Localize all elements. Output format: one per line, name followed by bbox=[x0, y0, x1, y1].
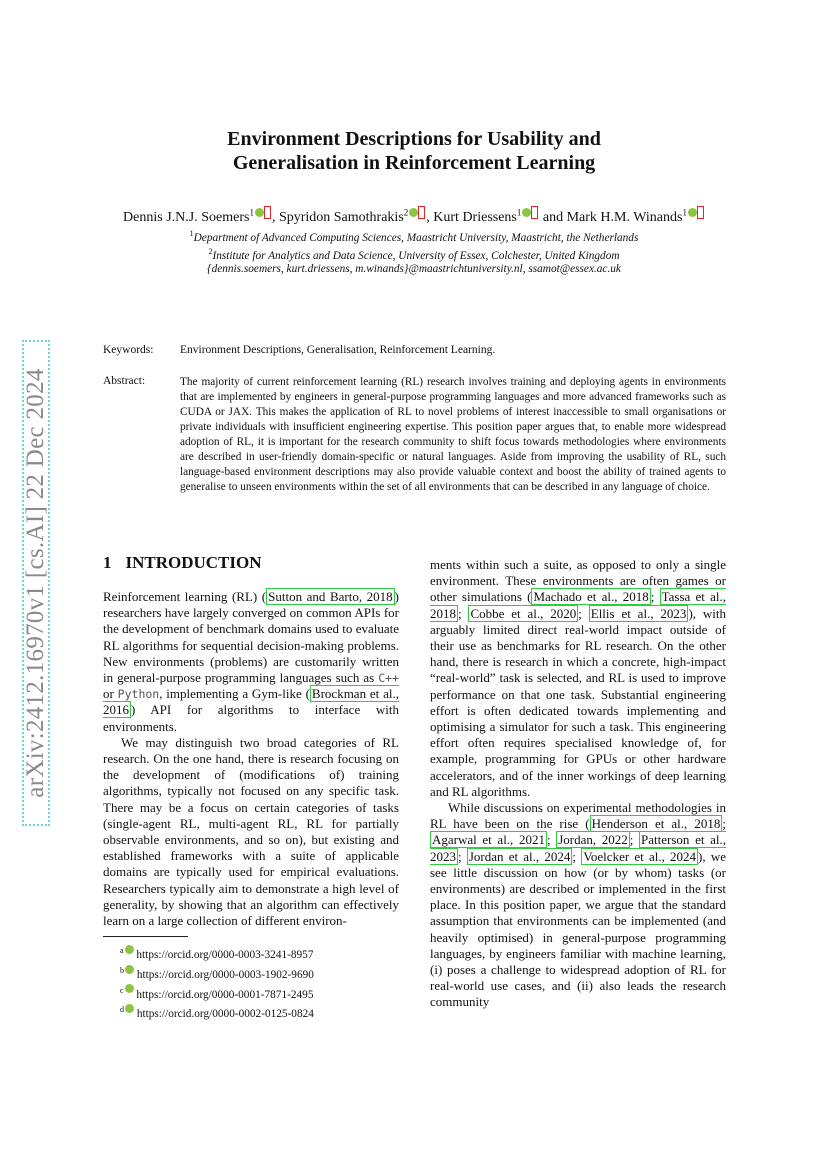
author-affiliation-mark: 2 bbox=[403, 207, 409, 218]
paper-title-line-1: Environment Descriptions for Usability and bbox=[227, 128, 601, 150]
footnote-mark: b bbox=[120, 965, 124, 975]
footnote-link-icon[interactable] bbox=[418, 206, 425, 219]
citation-link[interactable]: Tassa et al., 2018 bbox=[430, 589, 726, 621]
text-run: While discussions on experimental methodologies in RL have been on the rise ( bbox=[430, 800, 726, 832]
citation-link[interactable]: Cobbe et al., 2020 bbox=[470, 605, 577, 621]
text-run: ; bbox=[458, 848, 467, 864]
affiliation-number: 2 bbox=[208, 247, 213, 256]
author-affiliation-mark: 1 bbox=[516, 207, 522, 218]
paragraph: We may distinguish two broad categories of RL research. On the one hand, there is research focusing on the development of (modifications of) training algorithms, typically not focused on any specific task. There may be a focus on certain categories of tasks (single-agent RL, multi-agent RL, RL for partially observable environments, and so on), but existing and established frameworks with a suite of applicable domains are typically used for empirical evaluations. Researchers typically aim to demonstrate a high level of generality, by showing that an algorithm can effectively learn on a large collection of different environ- bbox=[103, 734, 399, 929]
author-name: Kurt Driessens bbox=[433, 210, 517, 225]
author-name: Spyridon Samothrakis bbox=[278, 210, 404, 225]
orcid-icon bbox=[125, 945, 134, 954]
footnote-link-icon[interactable] bbox=[264, 206, 271, 219]
citation-link[interactable]: Brockman et al., 2016 bbox=[103, 686, 399, 718]
orcid-icon bbox=[125, 965, 134, 974]
footnote-mark: a bbox=[120, 946, 124, 955]
footnote-rule bbox=[103, 936, 188, 937]
paragraph bbox=[430, 800, 726, 1011]
abstract-label: Abstract: bbox=[103, 375, 146, 387]
orcid-icon[interactable] bbox=[255, 208, 264, 217]
footnote bbox=[120, 983, 314, 1003]
footnote bbox=[120, 943, 314, 963]
footnote-mark: c bbox=[120, 985, 124, 995]
text-run: ) researchers have largely converged on common APIs for the development of benchmark domains used to evaluate RL algorithms for sequential decision-making problems. New environments (problems) are customarily written in general-purpose programming languages such as bbox=[103, 589, 400, 686]
affiliation-text: Institute for Analytics and Data Science, University of Essex, Colchester, United Kingdom bbox=[212, 249, 620, 262]
affiliation-1 bbox=[0, 229, 828, 244]
author-separator: , bbox=[426, 210, 434, 225]
paper-title bbox=[0, 127, 828, 175]
text-run: or bbox=[103, 686, 118, 702]
author-affiliation-mark: 1 bbox=[249, 207, 254, 218]
citation-link[interactable]: Jordan et al., 2024 bbox=[468, 848, 571, 864]
citation-link[interactable]: Machado et al., 2018 bbox=[533, 589, 649, 605]
text-run: ; bbox=[629, 832, 640, 848]
section-title: INTRODUCTION bbox=[125, 553, 262, 572]
orcid-icon[interactable] bbox=[522, 208, 531, 217]
paragraph bbox=[103, 589, 399, 735]
text-run: ; bbox=[578, 605, 589, 621]
text-run: ments within such a suite, as opposed to only a single environment. These environments are often games or other simulations ( bbox=[430, 557, 726, 605]
footnote-url[interactable]: https://orcid.org/0000-0003-1902-9690 bbox=[136, 968, 314, 981]
arxiv-stamp-text: arXiv:2412.16970v1 [cs.AI] 22 Dec 2024 bbox=[22, 368, 49, 798]
code-term: Python bbox=[117, 687, 160, 702]
text-run: , implementing a Gym-like ( bbox=[159, 686, 310, 702]
arxiv-stamp[interactable] bbox=[22, 340, 50, 826]
author-separator: , bbox=[271, 210, 279, 225]
orcid-icon[interactable] bbox=[409, 208, 418, 217]
author-separator: and bbox=[539, 210, 567, 225]
footnote bbox=[120, 963, 314, 983]
code-term: C++ bbox=[378, 671, 399, 686]
footnotes bbox=[120, 943, 314, 1022]
author-affiliation-mark: 1 bbox=[682, 207, 687, 218]
body-column-left bbox=[103, 589, 399, 929]
abstract-text: The majority of current reinforcement learning (RL) research involves training and deploying agents in environments that are implemented by engineers in general-purpose programming languages and more advanced frameworks such as CUDA or JAX. This makes the application of RL to novel problems of interest inaccessible to small organisations or private individuals with insufficient engineering expertise. This position paper argues that, to enable more widespread adoption of RL, it is important for the research community to shift focus towards methodologies where environments are described in user-friendly domain-specific or natural languages. Aside from improving the usability of RL, such language-based environment descriptions may also provide valuable context and boost the ability of trained agents to generalise to unseen environments within the set of all environments that can be described in any language of choice. bbox=[180, 376, 726, 493]
citation-link[interactable]: Jordan, 2022 bbox=[558, 832, 628, 848]
paragraph bbox=[430, 557, 726, 800]
text-run: ; bbox=[546, 832, 557, 848]
orcid-icon bbox=[125, 1004, 134, 1013]
citation-link[interactable]: Patterson et al., 2023 bbox=[430, 832, 726, 864]
text-run: ), we see little discussion on how (or by whom) tasks (or environments) are described or implemented in the first place. In this position paper, we argue that the standard assumption that environments can be implemented (and heavily optimised) in general-purpose programming languages, by engineers familiar with machine learning, (i) poses a challenge to widespread adoption of RL for real-world use cases, and (ii) also leads the research community bbox=[430, 848, 726, 1010]
section-heading bbox=[103, 553, 262, 573]
citation-link[interactable]: Henderson et al., 2018 bbox=[591, 816, 721, 832]
paper-title-line-2: Generalisation in Reinforcement Learning bbox=[232, 152, 596, 174]
orcid-icon[interactable] bbox=[688, 208, 697, 217]
footnote-url[interactable]: https://orcid.org/0000-0001-7871-2495 bbox=[136, 988, 314, 1001]
citation-link[interactable]: Voelcker et al., 2024 bbox=[583, 848, 697, 864]
footnote-link-icon[interactable] bbox=[697, 206, 704, 219]
text-run: ; bbox=[650, 589, 660, 605]
footnote-url[interactable]: https://orcid.org/0000-0002-0125-0824 bbox=[136, 1008, 314, 1021]
affiliation-text: Department of Advanced Computing Sciences, Maastricht University, Maastricht, the Netherlands bbox=[193, 231, 639, 244]
section-number: 1 bbox=[103, 553, 112, 572]
author-name: Dennis J.N.J. Soemers bbox=[123, 210, 250, 225]
author-emails: {dennis.soemers, kurt.driessens, m.winands}@maastrichtuniversity.nl, ssamot@essex.ac.uk bbox=[207, 263, 621, 275]
footnote bbox=[120, 1002, 314, 1022]
text-run: Reinforcement learning (RL) ( bbox=[103, 589, 267, 604]
keywords-label: Keywords: bbox=[103, 344, 154, 356]
author-name: Mark H.M. Winands bbox=[566, 210, 683, 225]
orcid-icon bbox=[125, 984, 134, 993]
text-run: ; bbox=[722, 816, 726, 832]
body-column-right bbox=[430, 557, 726, 1011]
citation-link[interactable]: Ellis et al., 2023 bbox=[590, 605, 687, 621]
keywords-text: Environment Descriptions, Generalisation, Reinforcement Learning. bbox=[180, 344, 496, 356]
text-run: ; bbox=[458, 605, 469, 621]
author-list bbox=[0, 206, 828, 226]
affiliation-number: 1 bbox=[189, 229, 194, 238]
citation-link[interactable]: Sutton and Barto, 2018 bbox=[268, 589, 393, 604]
citation-link[interactable]: Agarwal et al., 2021 bbox=[432, 832, 545, 848]
footnote-link-icon[interactable] bbox=[531, 206, 538, 219]
footnote-url[interactable]: https://orcid.org/0000-0003-3241-8957 bbox=[136, 948, 314, 961]
affiliation-2 bbox=[0, 247, 828, 262]
text-run: ), with arguably limited direct real-world impact outside of their use as benchmarks for RL research. On the other hand, there is research in which a concrete, high-impact “real-world” task is selected, and RL is used to improve performance on that one task. Substantial engineering effort is often dedicated towards implementing and optimising a simulator for such a task. This engineering effort often requires specialised knowledge of, for example, programming for GPUs or other hardware accelerators, and of the inner workings of deep learning and RL algorithms. bbox=[430, 605, 726, 799]
text-run: ; bbox=[572, 848, 582, 864]
footnote-mark: d bbox=[120, 1005, 124, 1015]
text-run: ) API for algorithms to interface with environments. bbox=[103, 702, 399, 734]
